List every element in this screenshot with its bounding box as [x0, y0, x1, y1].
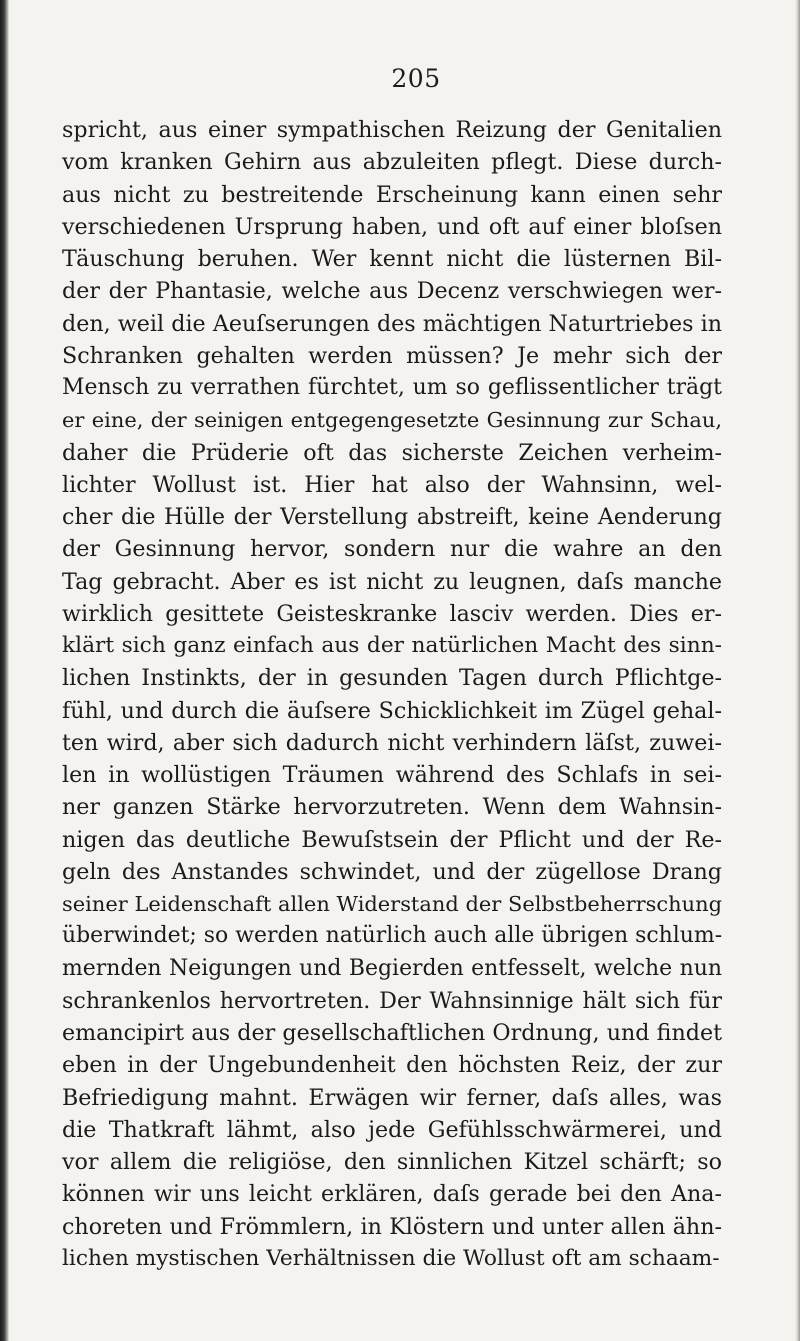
- text-line: die Thatkraft lähmt, also jede Gefühlsschwärmerei, und: [62, 1116, 722, 1143]
- text-line: klärt sich ganz einfach aus der natürlichen Macht des sinn-: [62, 633, 722, 658]
- text-line: eben in der Ungebundenheit den höchsten Reiz, der zur: [62, 1052, 722, 1079]
- text-line: mernden Neigungen und Begierden entfesselt, welche nun: [62, 955, 722, 981]
- text-line: Befriedigung mahnt. Erwägen wir ferner, daſs alles, was: [62, 1084, 722, 1111]
- page-binding-edge: [0, 0, 9, 1341]
- text-line: daher die Prüderie oft das sicherste Zeichen verheim-: [62, 439, 722, 466]
- text-line: verschiedenen Ursprung haben, und oft auf einer bloſsen: [62, 213, 722, 240]
- text-line: Mensch zu verrathen fürchtet, um so geflissentlicher trägt: [62, 375, 722, 400]
- text-line: choreten und Frömmlern, in Klöstern und unter allen ähn-: [62, 1213, 722, 1240]
- text-line: vom kranken Gehirn aus abzuleiten pflegt. Diese durch-: [62, 149, 722, 176]
- text-line: ner ganzen Stärke hervorzutreten. Wenn dem Wahnsin-: [62, 794, 722, 821]
- text-line: er eine, der seinigen entgegengesetzte Gesinnung zur Schau,: [62, 408, 722, 433]
- text-line: nigen das deutliche Bewuſstsein der Pflicht und der Re-: [62, 826, 722, 853]
- text-line: lichen mystischen Verhältnissen die Wollust oft am schaam-: [62, 1245, 720, 1271]
- page-number: 205: [391, 64, 441, 93]
- text-line: schrankenlos hervortreten. Der Wahnsinnige hält sich für: [62, 987, 722, 1014]
- text-line: können wir uns leicht erklären, daſs gerade bei den Ana-: [62, 1181, 722, 1208]
- body-text: [62, 114, 722, 1275]
- text-line: fühl, und durch die äuſsere Schicklichkeit im Zügel gehal-: [62, 697, 722, 724]
- text-line: Tag gebracht. Aber es ist nicht zu leugnen, daſs manche: [62, 568, 722, 595]
- text-line: der Gesinnung hervor, sondern nur die wahre an den: [62, 536, 722, 563]
- text-line: den, weil die Aeuſserungen des mächtigen Naturtriebes in: [62, 310, 722, 337]
- text-line: len in wollüstigen Träumen während des Schlafs in sei-: [62, 762, 722, 788]
- text-line: ten wird, aber sich dadurch nicht verhindern läſst, zuwei-: [62, 729, 722, 756]
- text-line: überwindet; so werden natürlich auch alle übrigen schlum-: [62, 923, 723, 949]
- text-line: aus nicht zu bestreitende Erscheinung kann einen sehr: [62, 181, 722, 208]
- text-line: emancipirt aus der gesellschaftlichen Ordnung, und findet: [62, 1020, 722, 1046]
- text-line: geln des Anstandes schwindet, und der zügellose Drang: [62, 858, 722, 885]
- text-line: wirklich gesittete Geisteskranke lasciv werden. Dies er-: [62, 600, 722, 627]
- text-line: lichen Instinkts, der in gesunden Tagen durch Pflichtge-: [62, 665, 722, 692]
- text-line: spricht, aus einer sympathischen Reizung der Genitalien: [62, 117, 722, 143]
- text-line: der der Phantasie, welche aus Decenz verschwiegen wer-: [62, 278, 722, 305]
- text-line: lichter Wollust ist. Hier hat also der Wahnsinn, wel-: [62, 471, 722, 498]
- text-line: seiner Leidenschaft allen Widerstand der Selbstbeherrschung: [62, 892, 722, 916]
- text-line: cher die Hülle der Verstellung abstreift, keine Aenderung: [62, 504, 722, 530]
- text-line: Schranken gehalten werden müssen? Je mehr sich der: [62, 342, 722, 369]
- text-line: Täuschung beruhen. Wer kennt nicht die lüsternen Bil-: [62, 246, 722, 272]
- text-line: vor allem die religiöse, den sinnlichen Kitzel schärft; so: [62, 1149, 722, 1175]
- page-outer-edge: [795, 0, 800, 1341]
